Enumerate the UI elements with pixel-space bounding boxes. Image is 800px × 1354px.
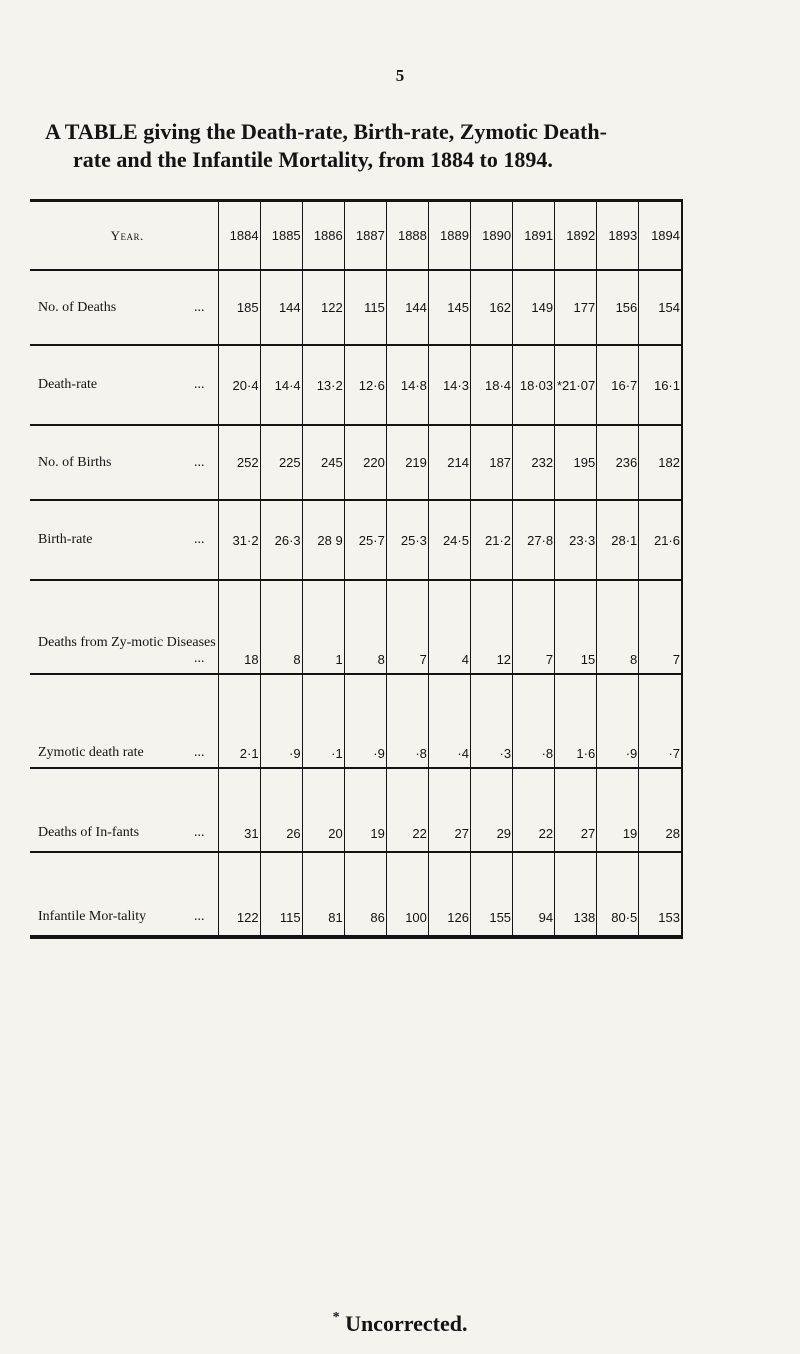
value-cell: 24·5: [428, 500, 470, 580]
table-row: [30, 580, 681, 674]
value-cell: 22: [513, 768, 555, 852]
value-cell: 1: [302, 580, 344, 674]
value-cell: 187: [470, 425, 512, 500]
row-label: [30, 270, 218, 345]
value-cell: 156: [597, 270, 639, 345]
value-cell: 177: [555, 270, 597, 345]
row-label-text: Birth-rate: [38, 532, 93, 547]
row-label-text: No. of Births: [38, 454, 112, 470]
value-cell: 86: [344, 852, 386, 935]
page-number: 5: [395, 66, 405, 85]
value-cell: 13·2: [302, 345, 344, 425]
value-cell: 23·3: [555, 500, 597, 580]
value-cell: 14·3: [428, 345, 470, 425]
value-cell: 219: [386, 425, 428, 500]
value-cell: 28: [639, 768, 681, 852]
table-row: [30, 345, 681, 425]
value-cell: 15: [555, 580, 597, 674]
value-cell: 154: [639, 270, 681, 345]
year-cell: 1890: [470, 202, 512, 270]
value-cell: 7: [639, 580, 681, 674]
value-cell: 2·1: [218, 674, 260, 768]
value-cell: 155: [470, 852, 512, 935]
value-cell: 80·5: [597, 852, 639, 935]
table-row: [30, 425, 681, 500]
row-label-text: Zymotic death rate: [38, 745, 144, 760]
value-cell: 7: [386, 580, 428, 674]
title-line-2: rate and the Infantile Mortality, from 1884 to 1894.: [73, 147, 553, 172]
value-cell: 27·8: [513, 500, 555, 580]
value-cell: 27: [428, 768, 470, 852]
year-cell: 1891: [513, 202, 555, 270]
value-cell: 22: [386, 768, 428, 852]
value-cell: ·1: [302, 674, 344, 768]
value-cell: 26·3: [260, 500, 302, 580]
value-cell: ·8: [386, 674, 428, 768]
value-cell: 14·8: [386, 345, 428, 425]
value-cell: 185: [218, 270, 260, 345]
value-cell: 115: [344, 270, 386, 345]
value-cell: 16·1: [639, 345, 681, 425]
year-cell: 1887: [344, 202, 386, 270]
table-row: [30, 270, 681, 345]
year-cell: 1886: [302, 202, 344, 270]
value-cell: 144: [386, 270, 428, 345]
row-label: [30, 852, 218, 935]
value-cell: 31: [218, 768, 260, 852]
value-cell: 18·4: [470, 345, 512, 425]
value-cell: 28·1: [597, 500, 639, 580]
value-cell: 115: [260, 852, 302, 935]
value-cell: 81: [302, 852, 344, 935]
year-cell: 1884: [218, 202, 260, 270]
asterisk-mark: *: [332, 1309, 340, 1325]
value-cell: 145: [428, 270, 470, 345]
value-cell: 122: [218, 852, 260, 935]
row-label-text: Deaths of In-fants: [38, 825, 140, 840]
value-cell: 12: [470, 580, 512, 674]
year-cell: 1892: [555, 202, 597, 270]
value-cell: ·4: [428, 674, 470, 768]
leader-dots: ...: [194, 454, 205, 470]
year-cell: 1893: [597, 202, 639, 270]
value-cell: 14·4: [260, 345, 302, 425]
value-cell: 8: [260, 580, 302, 674]
row-label-text: Deaths from Zy-motic Diseases: [38, 635, 216, 650]
row-label-text: No. of Deaths: [38, 299, 117, 315]
table-row: [30, 768, 681, 852]
mortality-table: [30, 202, 681, 935]
row-label: [30, 768, 218, 852]
header-row: [30, 202, 681, 270]
value-cell: 4: [428, 580, 470, 674]
value-cell: 26: [260, 768, 302, 852]
value-cell: 19: [597, 768, 639, 852]
value-cell: 144: [260, 270, 302, 345]
value-cell: 236: [597, 425, 639, 500]
row-label: [30, 500, 218, 580]
value-cell: 245: [302, 425, 344, 500]
footnote: [0, 1311, 800, 1337]
value-cell: *21·07: [555, 345, 597, 425]
value-cell: ·9: [597, 674, 639, 768]
statistics-table: [30, 199, 683, 939]
value-cell: 29: [470, 768, 512, 852]
leader-dots: ...: [194, 377, 205, 392]
year-cell: 1889: [428, 202, 470, 270]
year-header: Year.: [30, 202, 218, 270]
value-cell: 122: [302, 270, 344, 345]
value-cell: 27: [555, 768, 597, 852]
value-cell: 232: [513, 425, 555, 500]
row-label: [30, 345, 218, 425]
value-cell: 182: [639, 425, 681, 500]
value-cell: 100: [386, 852, 428, 935]
row-label-text: Death-rate: [38, 377, 98, 392]
row-label: [30, 674, 218, 768]
table-body: [30, 202, 681, 935]
row-label: [30, 580, 218, 674]
table-title: [45, 118, 765, 174]
value-cell: ·7: [639, 674, 681, 768]
value-cell: 25·3: [386, 500, 428, 580]
title-line-1: A TABLE giving the Death-rate, Birth-rate, Zymotic Death-: [45, 119, 607, 144]
value-cell: 8: [344, 580, 386, 674]
year-cell: 1885: [260, 202, 302, 270]
leader-dots: ...: [194, 745, 205, 760]
value-cell: 19: [344, 768, 386, 852]
value-cell: 162: [470, 270, 512, 345]
value-cell: 220: [344, 425, 386, 500]
value-cell: 16·7: [597, 345, 639, 425]
value-cell: 25·7: [344, 500, 386, 580]
value-cell: 214: [428, 425, 470, 500]
value-cell: 31·2: [218, 500, 260, 580]
leader-dots: ...: [194, 825, 205, 840]
value-cell: 138: [555, 852, 597, 935]
value-cell: 18·03: [513, 345, 555, 425]
value-cell: 28 9: [302, 500, 344, 580]
table-row: [30, 674, 681, 768]
year-cell: 1888: [386, 202, 428, 270]
value-cell: ·9: [344, 674, 386, 768]
value-cell: 20: [302, 768, 344, 852]
value-cell: 12·6: [344, 345, 386, 425]
row-label: [30, 425, 218, 500]
value-cell: ·3: [470, 674, 512, 768]
row-label-text: Infantile Mor-tality: [38, 909, 147, 924]
value-cell: ·8: [513, 674, 555, 768]
value-cell: 149: [513, 270, 555, 345]
leader-dots: ...: [194, 909, 205, 924]
value-cell: 252: [218, 425, 260, 500]
value-cell: 126: [428, 852, 470, 935]
value-cell: 225: [260, 425, 302, 500]
value-cell: 20·4: [218, 345, 260, 425]
value-cell: 21·2: [470, 500, 512, 580]
leader-dots: ...: [194, 651, 205, 666]
table-row: [30, 852, 681, 935]
value-cell: ·9: [260, 674, 302, 768]
value-cell: 153: [639, 852, 681, 935]
leader-dots: ...: [194, 532, 205, 547]
table-row: [30, 500, 681, 580]
value-cell: 8: [597, 580, 639, 674]
value-cell: 1·6: [555, 674, 597, 768]
value-cell: 7: [513, 580, 555, 674]
leader-dots: ...: [194, 299, 205, 315]
value-cell: 195: [555, 425, 597, 500]
value-cell: 18: [218, 580, 260, 674]
value-cell: 94: [513, 852, 555, 935]
value-cell: 21·6: [639, 500, 681, 580]
footnote-text: Uncorrected.: [345, 1311, 468, 1336]
year-cell: 1894: [639, 202, 681, 270]
